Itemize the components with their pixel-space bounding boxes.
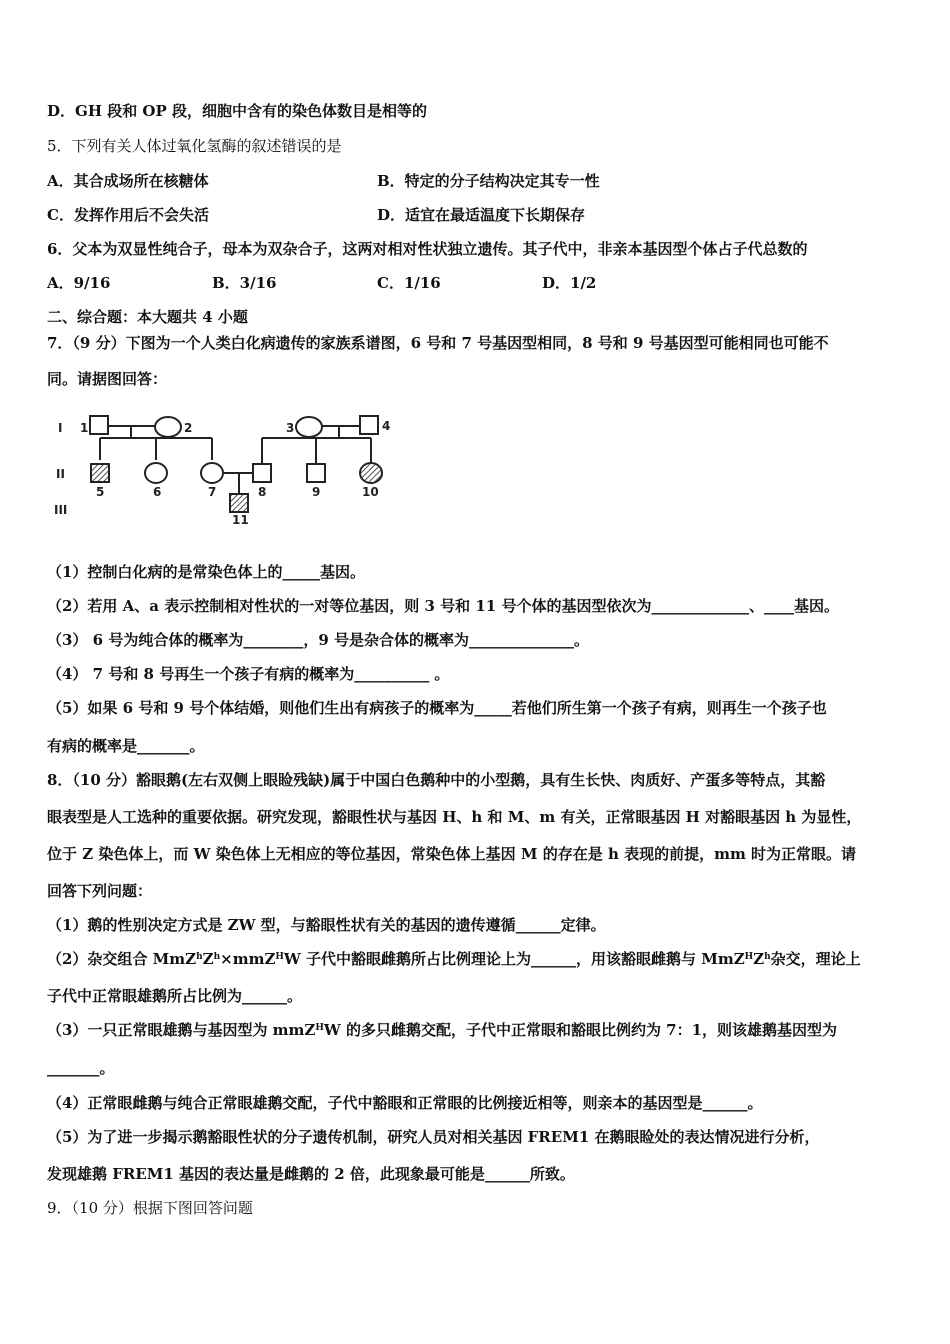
q5-option-b: B．特定的分子结构决定其专一性 [377, 172, 600, 190]
q5-option-a: A．其合成场所在核糖体 [47, 172, 209, 190]
q8-part3-line2: _______。 [47, 1059, 115, 1077]
label-8: 8 [258, 485, 267, 499]
q7-part3: （3） 6 号为纯合体的概率为________，9 号是杂合体的概率为______________。 [47, 631, 589, 649]
q8-stem-line3: 位于 Z 染色体上，而 W 染色体上无相应的等位基因，常染色体上基因 M 的存在是 h 表现的前提，mm 时为正常眼。请 [47, 845, 857, 863]
q4-option-d: D．GH 段和 OP 段，细胞中含有的染色体数目是相等的 [47, 102, 428, 120]
q6-option-c: C．1/16 [377, 274, 441, 292]
label-9: 9 [312, 485, 321, 499]
q6-stem: 6．父本为双显性纯合子，母本为双杂合子，这两对相对性状独立遗传。其子代中，非亲本基因型个体占子代总数的 [47, 240, 808, 258]
individual-5 [91, 464, 109, 482]
label-11: 11 [232, 513, 249, 527]
label-3: 3 [286, 421, 295, 435]
label-7: 7 [208, 485, 217, 499]
q7-part4: （4） 7 号和 8 号再生一个孩子有病的概率为__________ 。 [47, 665, 450, 683]
section-heading: 二、综合题：本大题共 4 小题 [47, 308, 248, 326]
individual-3 [296, 417, 322, 437]
q8-part4: （4）正常眼雌鹅与纯合正常眼雄鹅交配，子代中豁眼和正常眼的比例接近相等，则亲本的基因型是______。 [47, 1094, 763, 1112]
q5-option-d: D．适宜在最适温度下长期保存 [377, 206, 586, 224]
q9-stem: 9．（10 分）根据下图回答问题 [47, 1199, 253, 1217]
q7-part1: （1）控制白化病的是常染色体上的_____基因。 [47, 563, 365, 581]
individual-2 [155, 417, 181, 437]
q5-option-c: C．发挥作用后不会失活 [47, 206, 209, 224]
q6-option-d: D．1/2 [542, 274, 597, 292]
q6-option-a: A．9/16 [47, 274, 111, 292]
q7-part5-line2: 有病的概率是_______。 [47, 737, 205, 755]
individual-8 [253, 464, 271, 482]
generation-label-2: II [56, 467, 65, 481]
q8-stem-line2: 眼表型是人工选种的重要依据。研究发现，豁眼性状与基因 H、h 和 M、m 有关，正常眼基因 H 对豁眼基因 h 为显性， [47, 808, 862, 826]
individual-11 [230, 494, 248, 512]
q8-part2-line2: 子代中正常眼雄鹅所占比例为______。 [47, 987, 303, 1005]
individual-9 [307, 464, 325, 482]
q8-stem-line1: 8．（10 分）豁眼鹅(左右双侧上眼睑残缺)属于中国白色鹅种中的小型鹅，具有生长快、肉质好、产蛋多等特点，其豁 [47, 771, 826, 789]
q7-stem-line2: 同。请据图回答： [47, 370, 168, 388]
individual-7 [201, 463, 223, 483]
q6-option-b: B．3/16 [212, 274, 277, 292]
q5-stem: 5．下列有关人体过氧化氢酶的叙述错误的是 [47, 137, 342, 155]
label-6: 6 [153, 485, 162, 499]
q8-stem-line4: 回答下列问题： [47, 882, 153, 900]
individual-4 [360, 416, 378, 434]
q8-part5-line1: （5）为了进一步揭示鹅豁眼性状的分子遗传机制，研究人员对相关基因 FREM1 在鹅眼睑处的表达情况进行分析， [47, 1128, 820, 1146]
label-1: 1 [80, 421, 89, 435]
q7-part5-line1: （5）如果 6 号和 9 号个体结婚，则他们生出有病孩子的概率为_____若他们所生第一个孩子有病，则再生一个孩子也 [47, 699, 827, 717]
q8-part2-line1: （2）杂交组合 $MmZ^hZ^h\times mmZ^HW$ 子代中豁眼雌鹅所占比例理论上为______，用该豁眼雌鹅与 $MmZ^HZ^h$杂交，理论上 [47, 950, 861, 968]
label-10: 10 [362, 485, 379, 499]
individual-1 [90, 416, 108, 434]
individual-10 [360, 463, 382, 483]
label-5: 5 [96, 485, 105, 499]
q8-part5-line2: 发现雄鹅 FREM1 基因的表达量是雌鹅的 2 倍，此现象最可能是______所致。 [47, 1165, 575, 1183]
individual-6 [145, 463, 167, 483]
q7-part2: （2）若用 A、a 表示控制相对性状的一对等位基因，则 3 号和 11 号个体的基因型依次为_____________、____基因。 [47, 597, 839, 615]
generation-label-1: I [58, 421, 63, 435]
pedigree-diagram [52, 408, 402, 528]
generation-label-3: III [54, 503, 68, 517]
label-4: 4 [382, 419, 391, 433]
q8-part3-line1: （3）一只正常眼雄鹅与基因型为 mmZ$^H$W 的多只雌鹅交配，子代中正常眼和豁眼比例约为 7：1，则该雄鹅基因型为 [47, 1021, 838, 1039]
q8-part1: （1）鹅的性别决定方式是 ZW 型，与豁眼性状有关的基因的遗传遵循______定律。 [47, 916, 606, 934]
q7-stem-line1: 7．（9 分）下图为一个人类白化病遗传的家族系谱图，6 号和 7 号基因型相同，8 号和 9 号基因型可能相同也可能不 [47, 334, 829, 352]
label-2: 2 [184, 421, 193, 435]
